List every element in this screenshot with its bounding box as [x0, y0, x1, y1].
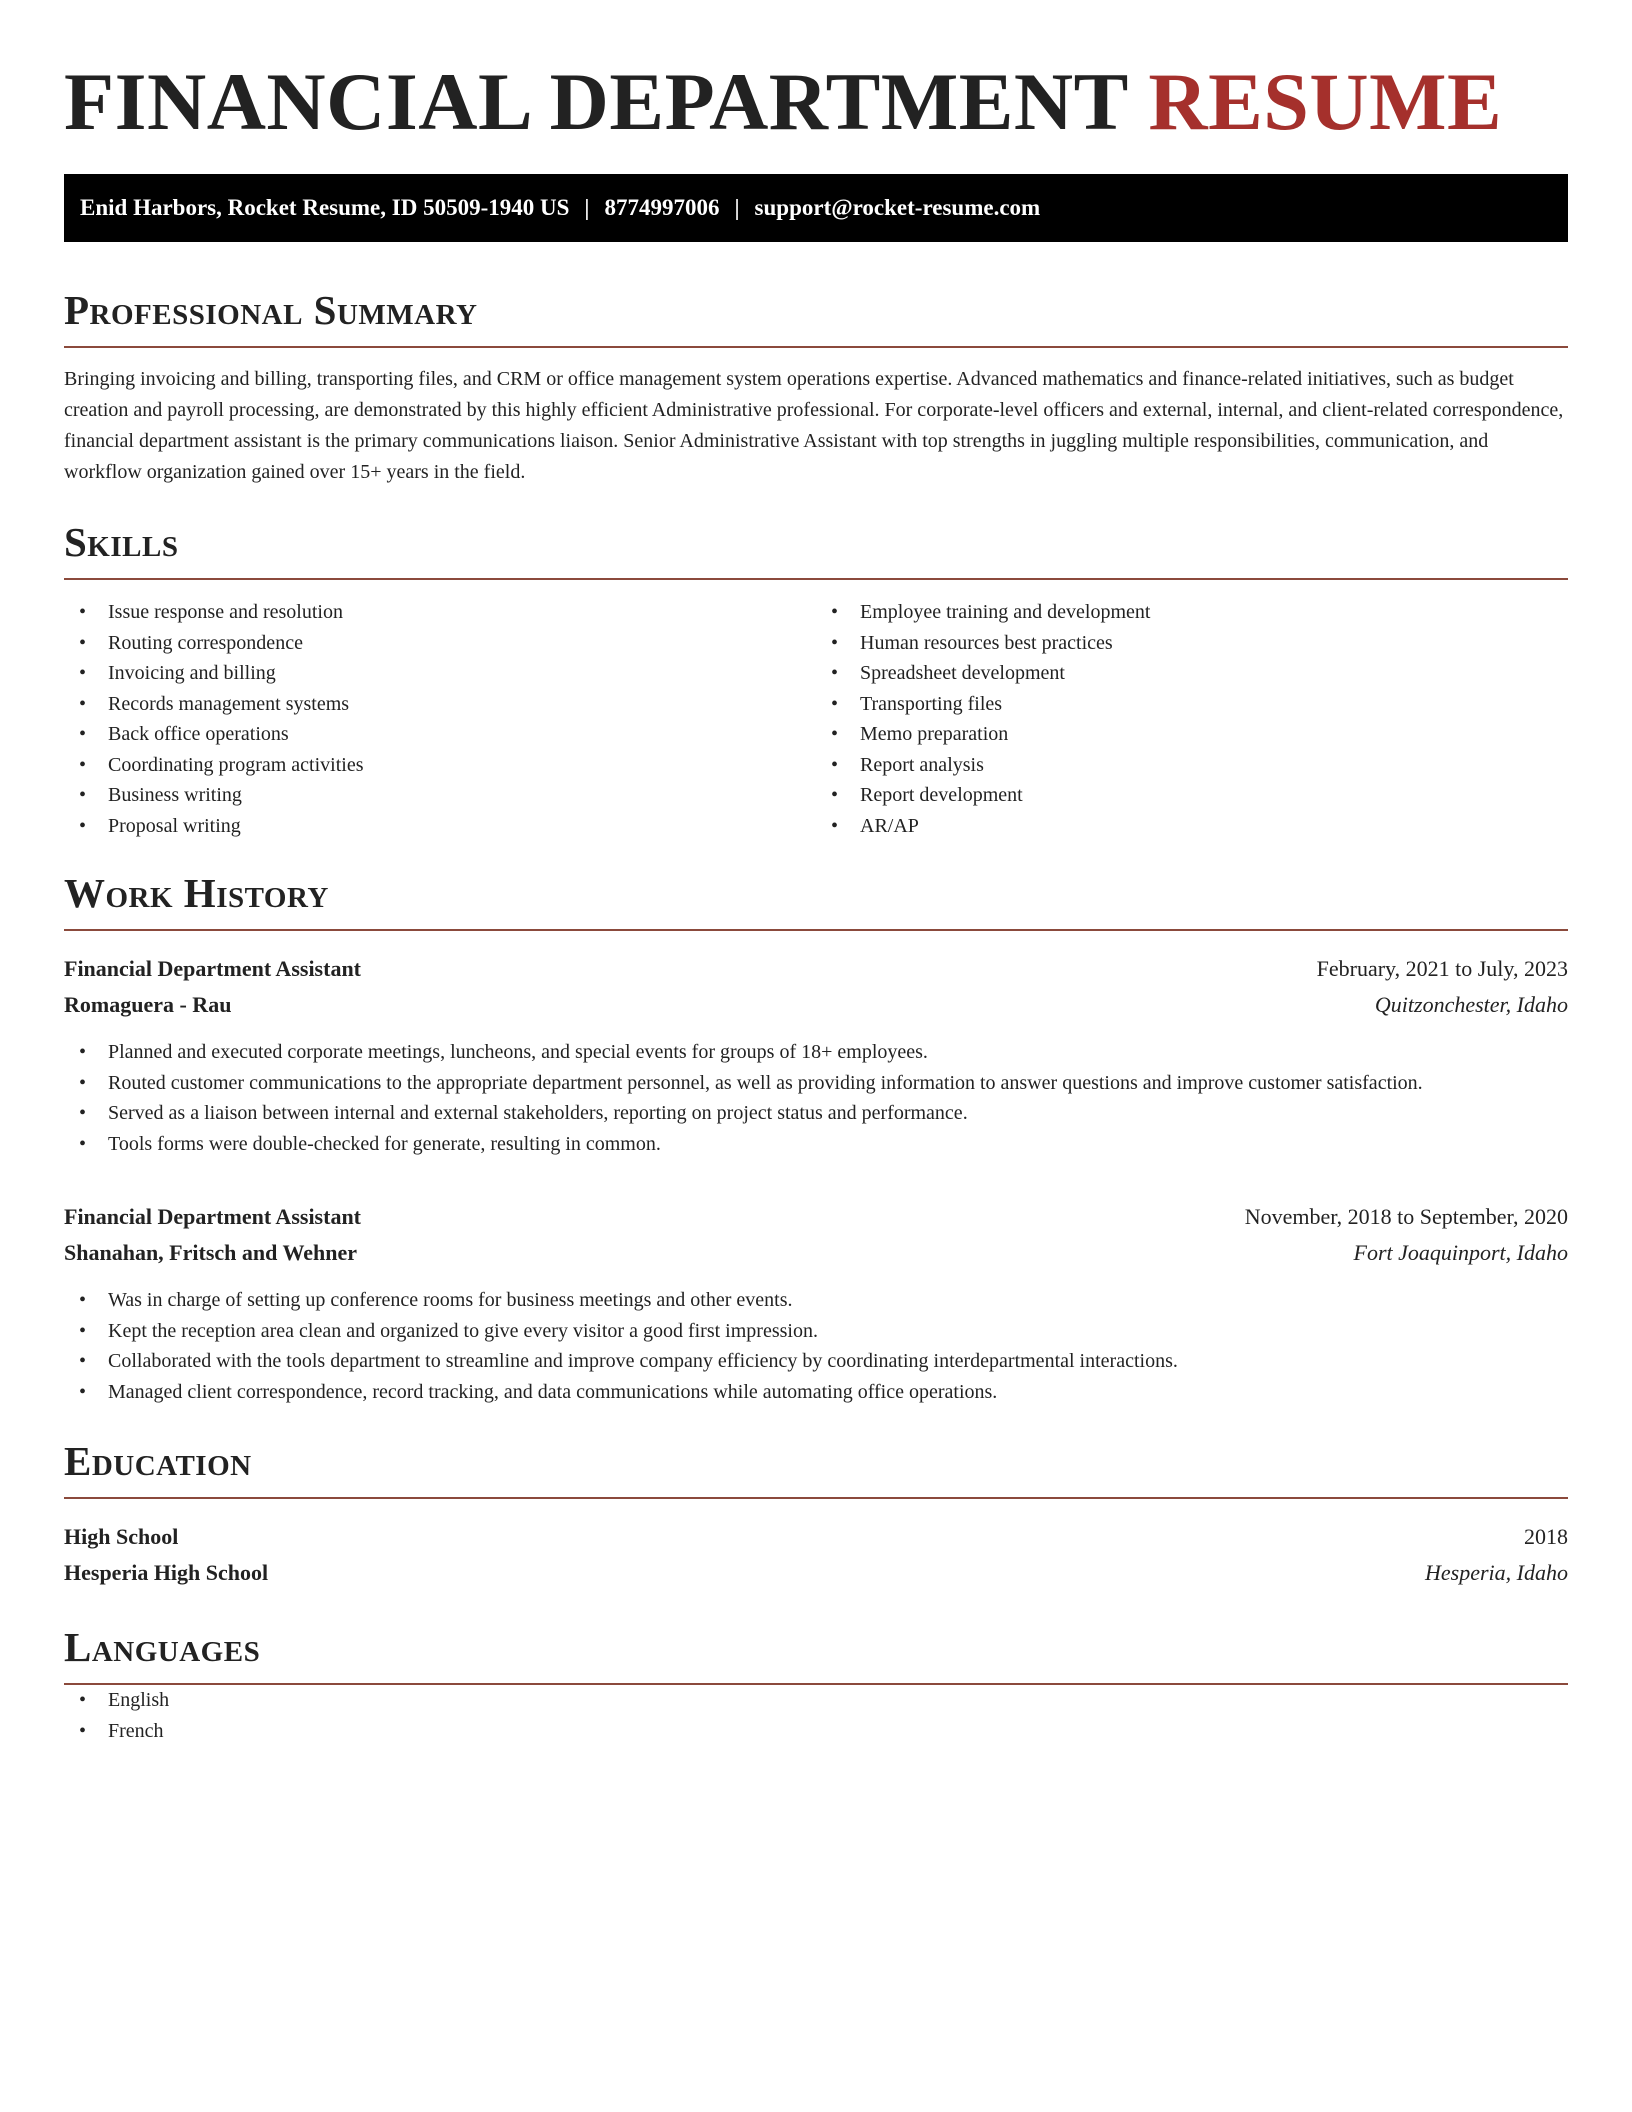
- contact-separator: |: [734, 195, 740, 220]
- bullet-icon: •: [79, 753, 87, 776]
- bullet-icon: •: [79, 1289, 87, 1311]
- bullet-icon: •: [831, 753, 839, 776]
- section-divider: [64, 346, 1568, 348]
- education-degree-row: [64, 1519, 1568, 1555]
- duty-text: Managed client correspondence, record tracking, and data communications while automating office operations.: [108, 1380, 998, 1403]
- education-location: Hesperia, Idaho: [1425, 1560, 1568, 1585]
- job-entry: [64, 951, 1568, 1159]
- bullet-icon: •: [79, 1071, 87, 1094]
- job-duties: [64, 1037, 1568, 1159]
- skill-text: Records management systems: [108, 692, 350, 715]
- skills-heading: Skills: [64, 519, 179, 565]
- job-location: Fort Joaquinport, Idaho: [1353, 1240, 1568, 1265]
- job-duty: [64, 1098, 1568, 1129]
- skill-item: [64, 658, 816, 689]
- skills-left-column: [64, 597, 816, 841]
- skill-item: [64, 597, 816, 628]
- skill-text: Routing correspondence: [108, 631, 303, 654]
- language-text: English: [108, 1689, 170, 1711]
- job-company: Romaguera - Rau: [64, 992, 232, 1017]
- bullet-icon: •: [831, 784, 839, 806]
- duty-text: Kept the reception area clean and organized to give every visitor a good first impression.: [108, 1319, 818, 1342]
- skill-item: [816, 719, 1568, 750]
- summary-heading: Professional Summary: [64, 287, 478, 333]
- education-year: 2018: [1524, 1524, 1568, 1549]
- education-heading: Education: [64, 1438, 252, 1484]
- job-duty: [64, 1377, 1568, 1408]
- bullet-icon: •: [831, 631, 839, 654]
- skill-item: [64, 750, 816, 781]
- bullet-icon: •: [79, 1319, 87, 1342]
- bullet-icon: •: [831, 723, 839, 745]
- job-duties: [64, 1285, 1568, 1407]
- section-divider: [64, 578, 1568, 580]
- bullet-icon: •: [79, 1719, 87, 1742]
- resume-title: [64, 52, 1568, 152]
- job-dates: February, 2021 to July, 2023: [1316, 956, 1568, 981]
- work-history-heading: Work History: [64, 870, 329, 916]
- duty-text: Collaborated with the tools department to streamline and improve company efficiency by coordinating interdepartmental interactions.: [108, 1350, 1178, 1372]
- skill-item: [816, 597, 1568, 628]
- duty-text: Routed customer communications to the appropriate department personnel, as well as providing information to answer questions and improve customer satisfaction.: [108, 1071, 1423, 1094]
- job-duty: [64, 1037, 1568, 1068]
- language-item: [64, 1685, 1568, 1716]
- bullet-icon: •: [79, 1102, 87, 1124]
- job-location: Quitzonchester, Idaho: [1374, 992, 1568, 1017]
- title-main: FINANCIAL DEPARTMENT: [64, 56, 1128, 147]
- skill-text: Proposal writing: [108, 814, 241, 837]
- language-item: [64, 1716, 1568, 1747]
- bullet-icon: •: [831, 601, 839, 623]
- skill-text: Report analysis: [860, 753, 984, 776]
- contact-email: support@rocket-resume.com: [754, 195, 1041, 220]
- skill-text: Transporting files: [860, 692, 1003, 715]
- contact-separator: |: [584, 195, 590, 220]
- skill-text: Report development: [860, 784, 1023, 806]
- job-duty: [64, 1129, 1568, 1160]
- job-duty: [64, 1316, 1568, 1347]
- title-accent: RESUME: [1148, 56, 1503, 147]
- bullet-icon: •: [831, 662, 839, 684]
- skill-text: Business writing: [108, 784, 242, 806]
- skill-item: [64, 780, 816, 811]
- job-duty: [64, 1285, 1568, 1316]
- skill-item: [816, 658, 1568, 689]
- contact-bar: [64, 174, 1568, 242]
- skill-item: [64, 811, 816, 842]
- skill-text: AR/AP: [860, 814, 919, 837]
- job-duty: [64, 1346, 1568, 1377]
- bullet-icon: •: [79, 692, 87, 715]
- languages-heading: Languages: [64, 1624, 261, 1670]
- job-title-row: [64, 951, 1568, 987]
- skill-item: [816, 628, 1568, 659]
- bullet-icon: •: [79, 601, 87, 623]
- skill-text: Back office operations: [108, 723, 289, 745]
- job-entry: [64, 1199, 1568, 1407]
- contact-phone: 8774997006: [604, 195, 720, 220]
- skill-text: Spreadsheet development: [860, 662, 1065, 684]
- job-title: Financial Department Assistant: [64, 956, 361, 981]
- skill-item: [64, 628, 816, 659]
- skill-item: [816, 780, 1568, 811]
- skill-item: [64, 689, 816, 720]
- education-school-row: [64, 1555, 1568, 1591]
- duty-text: Was in charge of setting up conference rooms for business meetings and other events.: [108, 1289, 793, 1311]
- duty-text: Served as a liaison between internal and external stakeholders, reporting on project status and performance.: [108, 1102, 968, 1124]
- skill-item: [64, 719, 816, 750]
- skill-text: Memo preparation: [860, 723, 1009, 745]
- bullet-icon: •: [79, 784, 87, 806]
- job-title-row: [64, 1199, 1568, 1235]
- job-company-row: [64, 987, 1568, 1023]
- bullet-icon: •: [79, 1132, 87, 1155]
- duty-text: Tools forms were double-checked for generate, resulting in common.: [108, 1132, 661, 1155]
- skill-item: [816, 689, 1568, 720]
- section-divider: [64, 929, 1568, 931]
- skill-item: [816, 811, 1568, 842]
- bullet-icon: •: [79, 1041, 87, 1063]
- skills-right-column: [816, 597, 1568, 841]
- languages-list: [64, 1685, 1568, 1746]
- skill-text: Issue response and resolution: [108, 601, 343, 623]
- section-divider: [64, 1497, 1568, 1499]
- job-dates: November, 2018 to September, 2020: [1244, 1204, 1568, 1229]
- skills-grid: [64, 597, 1568, 841]
- job-duty: [64, 1068, 1568, 1099]
- bullet-icon: •: [831, 814, 839, 837]
- job-company: Shanahan, Fritsch and Wehner: [64, 1240, 358, 1265]
- education-entry: [64, 1519, 1568, 1591]
- language-text: French: [108, 1719, 164, 1742]
- bullet-icon: •: [79, 1350, 87, 1372]
- bullet-icon: •: [831, 692, 839, 715]
- bullet-icon: •: [79, 1689, 87, 1711]
- summary-text: Bringing invoicing and billing, transporting files, and CRM or office management system operations expertise. Advanced mathematics and finance-related initiatives, such as budget creation and payroll processing, are demonstrated by this highly efficient Administrative professional. For corporate-level officers and external, internal, and client-related correspondence, financial department assistant is the primary communications liaison. Senior Administrative Assistant with top strengths in juggling multiple responsibilities, communication, and workflow organization gained over 15+ years in the field.: [64, 368, 1564, 483]
- bullet-icon: •: [79, 631, 87, 654]
- skill-text: Human resources best practices: [860, 631, 1113, 654]
- contact-address: Enid Harbors, Rocket Resume, ID 50509-1940 US: [80, 195, 570, 220]
- skill-text: Employee training and development: [860, 601, 1151, 623]
- education-school: Hesperia High School: [64, 1560, 269, 1585]
- skill-text: Invoicing and billing: [108, 662, 276, 684]
- skill-text: Coordinating program activities: [108, 753, 364, 776]
- bullet-icon: •: [79, 1380, 87, 1403]
- bullet-icon: •: [79, 723, 87, 745]
- job-title: Financial Department Assistant: [64, 1204, 361, 1229]
- bullet-icon: •: [79, 662, 87, 684]
- job-company-row: [64, 1235, 1568, 1271]
- education-degree: High School: [64, 1524, 179, 1549]
- duty-text: Planned and executed corporate meetings, luncheons, and special events for groups of 18+ employees.: [108, 1041, 928, 1063]
- skill-item: [816, 750, 1568, 781]
- bullet-icon: •: [79, 814, 87, 837]
